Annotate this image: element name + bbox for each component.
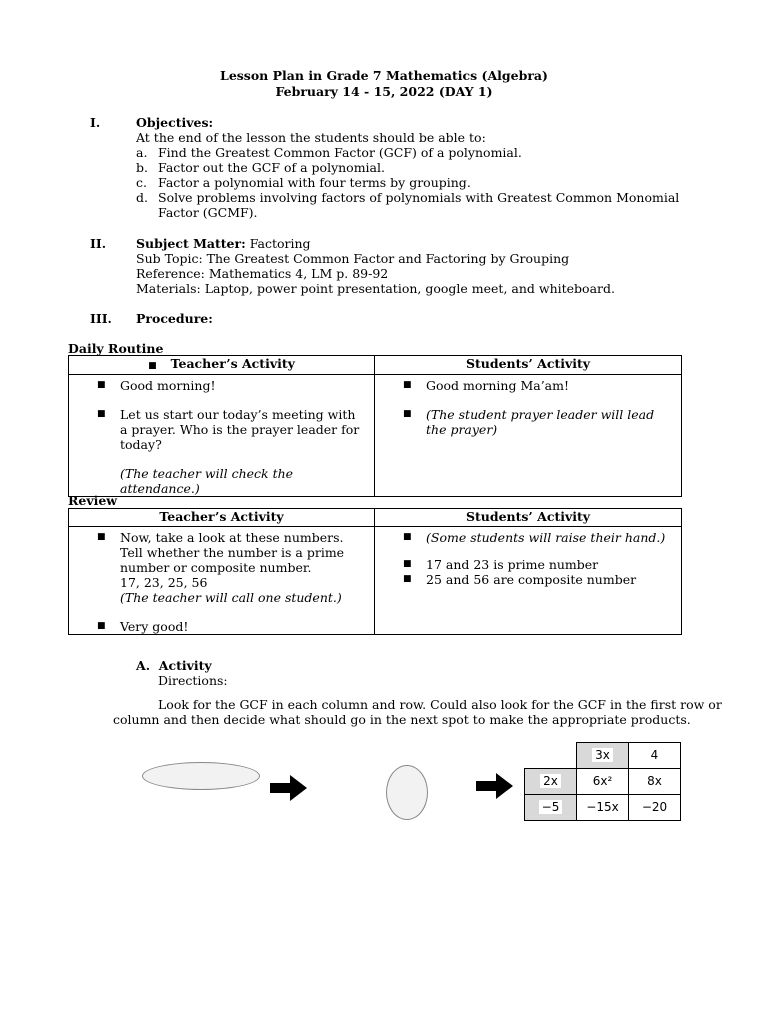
teacher-header: Teacher’s Activity [69,509,375,527]
subject-materials: Materials: Laptop, power point presentation, google meet, and whiteboard. [136,281,615,296]
grid-cell: 8x [629,769,681,795]
list-item [69,378,374,393]
teacher-line: Good morning! [120,378,216,393]
grid-cell: 6x² [577,769,629,795]
grid-col-header [577,743,629,769]
bullet-square-icon: ■ [403,574,412,584]
bullet-square-icon: ■ [403,380,412,390]
activity-heading: A. Activity [136,658,212,673]
bullet-square-icon: ■ [403,532,412,542]
student-header: Students’ Activity [375,509,682,527]
objectives-heading: Objectives: [136,115,214,130]
table-header-row [69,509,682,527]
student-header: Students’ Activity [375,356,682,375]
teacher-note: (The teacher will call one student.) [120,590,342,605]
student-line: 17 and 23 is prime number [426,557,599,572]
list-item [375,378,681,393]
bullet-square-icon: ■ [97,409,106,419]
list-item [69,407,374,452]
student-line: (The student prayer leader will lead the prayer) [426,407,655,437]
subject-heading: Subject Matter: [136,236,246,251]
page-date: February 14 - 15, 2022 (DAY 1) [275,84,493,99]
subject-value: Factoring [249,236,311,251]
objective-letter: d. [136,190,148,205]
objectives-numeral: I. [90,115,101,130]
bullet-square-icon: ■ [97,532,106,542]
table-row [69,375,682,497]
student-line: Good morning Ma’am! [426,378,569,393]
procedure-heading: Procedure: [136,311,213,326]
teacher-header [69,356,375,375]
factor-grid [524,742,681,821]
directions-label: Directions: [158,673,228,688]
objective-letter: a. [136,145,148,160]
grid-col-header-value: 3x [592,748,613,762]
bullet-square-icon: ■ [403,559,412,569]
grid-header-row [525,743,681,769]
list-item [375,572,681,587]
review-table [68,508,682,635]
right-arrow-icon [476,773,514,799]
vertical-oval-shape [386,765,428,820]
objective-item: Find the Greatest Common Factor (GCF) of a polynomial. [158,145,522,160]
grid-row-header [525,795,577,821]
objective-letter: b. [136,160,148,175]
directions-line-1: Look for the GCF in each column and row. Could also look for the GCF in the first row or [158,697,722,712]
grid-corner [525,743,577,769]
objective-letter: c. [136,175,147,190]
teacher-line: Let us start our today’s meeting with a prayer. Who is the prayer leader for today? [120,407,360,452]
list-item [375,530,681,545]
bullet-square-icon: ■ [148,361,157,371]
grid-cell: −15x [577,795,629,821]
student-cell [375,375,682,497]
table-header-row [69,356,682,375]
teacher-cell [69,375,375,497]
objective-item: Factor a polynomial with four terms by grouping. [158,175,471,190]
grid-row-header [525,769,577,795]
teacher-line: Now, take a look at these numbers. Tell whether the number is a prime number or composite number. [120,530,345,575]
table-row [69,527,682,635]
list-item [375,557,681,572]
bullet-square-icon: ■ [97,380,106,390]
teacher-cell [69,527,375,635]
daily-routine-table [68,355,682,497]
grid-row [525,769,681,795]
student-cell [375,527,682,635]
objective-item-continued: Factor (GCMF). [158,205,258,220]
horizontal-oval-shape [142,762,260,790]
grid-col-header-value: 4 [648,748,662,762]
student-line: (Some students will raise their hand.) [426,530,666,545]
list-item [69,619,374,634]
teacher-line: Very good! [120,619,189,634]
right-arrow-icon [270,775,308,801]
objectives-intro: At the end of the lesson the students should be able to: [136,130,486,145]
list-item [69,530,374,575]
list-item [375,407,681,437]
grid-row-header-value: −5 [539,800,563,814]
subject-subtopic: Sub Topic: The Greatest Common Factor and Factoring by Grouping [136,251,570,266]
subject-line [136,236,311,251]
review-label: Review [68,493,118,508]
student-line: 25 and 56 are composite number [426,572,637,587]
grid-cell: −20 [629,795,681,821]
subject-reference: Reference: Mathematics 4, LM p. 89-92 [136,266,389,281]
teacher-header-label: Teacher’s Activity [170,356,295,371]
teacher-note: (The teacher will check the attendance.) [120,466,294,496]
page-title: Lesson Plan in Grade 7 Mathematics (Algebra) [220,68,548,83]
review-numbers: 17, 23, 25, 56 [120,575,208,590]
grid-row-header-value: 2x [540,774,561,788]
procedure-numeral: III. [90,311,112,326]
bullet-square-icon: ■ [403,409,412,419]
daily-routine-label: Daily Routine [68,341,164,356]
subject-numeral: II. [90,236,107,251]
objective-item: Solve problems involving factors of polynomials with Greatest Common Monomial [158,190,680,205]
bullet-square-icon: ■ [97,621,106,631]
objective-item: Factor out the GCF of a polynomial. [158,160,385,175]
grid-row [525,795,681,821]
directions-line-2: column and then decide what should go in the next spot to make the appropriate products. [113,712,691,727]
grid-col-header [629,743,681,769]
